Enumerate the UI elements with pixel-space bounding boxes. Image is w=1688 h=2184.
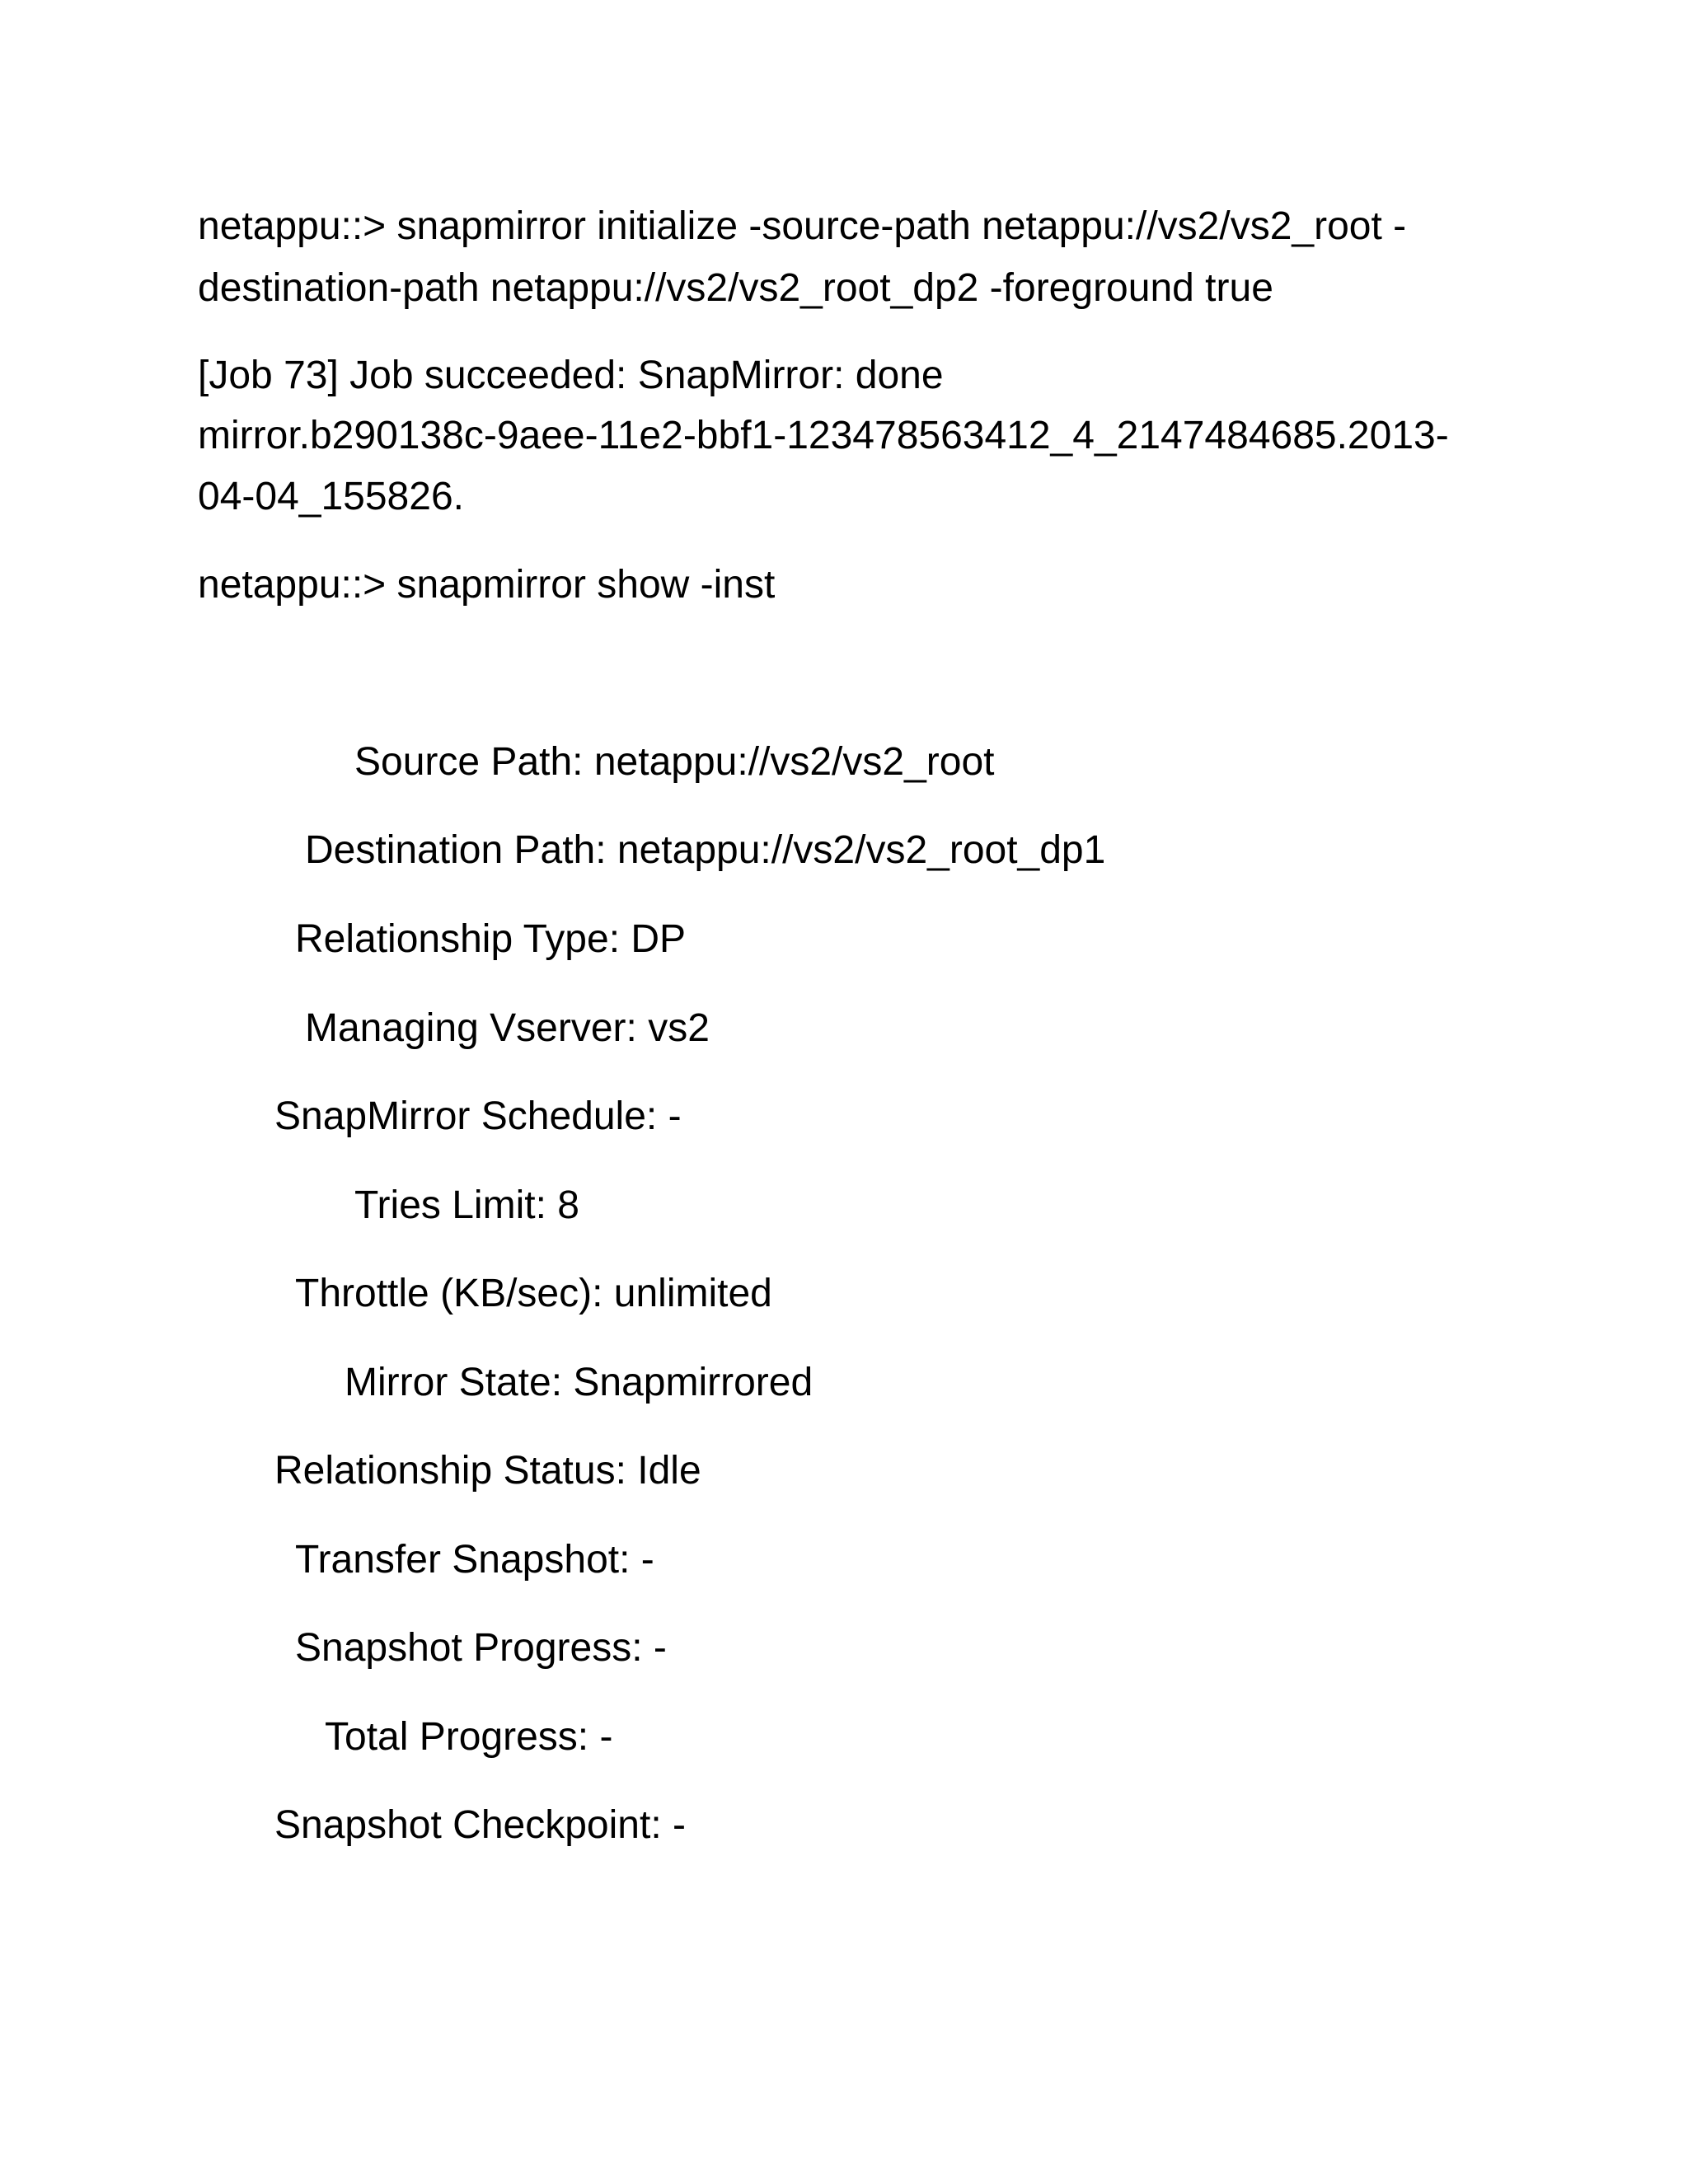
- field-value: -: [668, 1094, 682, 1138]
- field-value: Idle: [637, 1449, 701, 1493]
- field-label: Managing Vserver: [305, 1006, 626, 1050]
- job-result-line-1: [Job 73] Job succeeded: SnapMirror: done: [198, 354, 944, 397]
- field-relationship-type: Relationship Type: DP: [295, 917, 687, 961]
- job-result-line-2: mirror.b290138c-9aee-11e2-bbf1-123478563412_4_2147484685.2013-: [198, 414, 1449, 457]
- field-value: 8: [557, 1183, 579, 1227]
- field-value: netappu://vs2/vs2_root: [593, 740, 995, 784]
- field-snapmirror-schedule: SnapMirror Schedule: -: [274, 1094, 682, 1138]
- field-value: -: [672, 1803, 686, 1847]
- field-label: Relationship Type: [295, 917, 609, 961]
- field-value: -: [653, 1626, 667, 1670]
- field-value: Snapmirrored: [573, 1361, 814, 1404]
- field-value: -: [640, 1538, 654, 1582]
- field-label: Throttle (KB/sec): [295, 1272, 593, 1315]
- field-mirror-state: Mirror State: Snapmirrored: [345, 1361, 814, 1404]
- field-value: vs2: [648, 1006, 710, 1050]
- field-label: Relationship Status: [274, 1449, 616, 1493]
- field-transfer-snapshot: Transfer Snapshot: -: [295, 1538, 654, 1582]
- field-relationship-status: Relationship Status: Idle: [274, 1449, 701, 1493]
- field-tries-limit: Tries Limit: 8: [354, 1183, 579, 1227]
- field-managing-vserver: Managing Vserver: vs2: [305, 1006, 710, 1050]
- field-destination-path: Destination Path: netappu://vs2/vs2_root_dp1: [305, 828, 1106, 872]
- command-initialize-line-2: destination-path netappu://vs2/vs2_root_dp2 -foreground true: [198, 266, 1273, 310]
- field-snapshot-progress: Snapshot Progress: -: [295, 1626, 667, 1670]
- field-label: Source Path: [354, 740, 573, 784]
- field-label: Tries Limit: [354, 1183, 536, 1227]
- field-label: Snapshot Progress: [295, 1626, 632, 1670]
- field-total-progress: Total Progress: -: [325, 1715, 613, 1759]
- field-throttle: Throttle (KB/sec): unlimited: [295, 1272, 772, 1315]
- command-show-line: netappu::> snapmirror show -inst: [198, 563, 776, 607]
- field-value: unlimited: [613, 1272, 772, 1315]
- field-value: -: [599, 1715, 613, 1759]
- job-result-line-3: 04-04_155826.: [198, 475, 464, 518]
- command-initialize-line-1: netappu::> snapmirror initialize -source-path netappu://vs2/vs2_root -: [198, 204, 1407, 248]
- field-value: netappu://vs2/vs2_root_dp1: [617, 828, 1106, 872]
- field-label: Total Progress: [325, 1715, 578, 1759]
- field-label: Transfer Snapshot: [295, 1538, 620, 1582]
- field-value: DP: [631, 917, 687, 961]
- field-label: Mirror State: [345, 1361, 551, 1404]
- field-label: Snapshot Checkpoint: [274, 1803, 651, 1847]
- field-label: Destination Path: [305, 828, 596, 872]
- field-label: SnapMirror Schedule: [274, 1094, 646, 1138]
- field-source-path: Source Path: netappu://vs2/vs2_root: [354, 740, 995, 784]
- field-snapshot-checkpoint: Snapshot Checkpoint: -: [274, 1803, 686, 1847]
